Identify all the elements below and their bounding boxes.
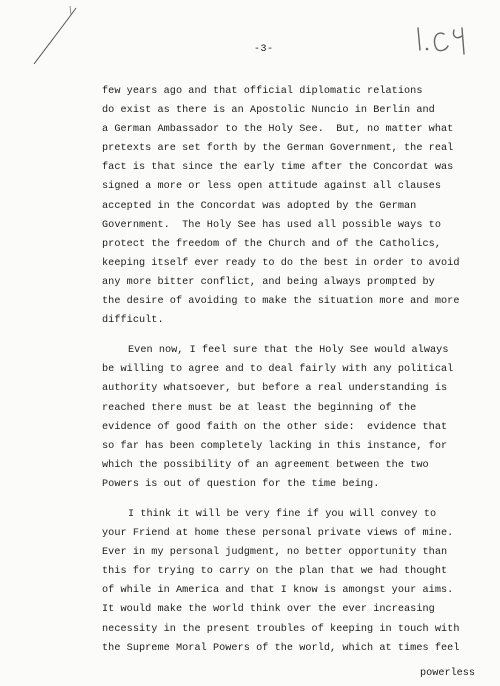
catchword: powerless bbox=[420, 668, 476, 679]
text-line: pretexts are set forth by the German Government, the real bbox=[102, 143, 454, 155]
text-line: do exist as there is an Apostolic Nuncio in Berlin and bbox=[102, 105, 435, 117]
text-line: so far has been completely lacking in this instance, for bbox=[102, 440, 448, 452]
text-line: protect the freedom of the Church and of the Catholics, bbox=[102, 238, 441, 250]
text-line: signed a more or less open attitude against all clauses bbox=[102, 181, 441, 193]
text-line: of while in America and that I know is amongst your aims. bbox=[102, 585, 454, 597]
text-line: Even now, I feel sure that the Holy See would always bbox=[128, 345, 449, 357]
text-line: your Friend at home these personal private views of mine. bbox=[102, 528, 454, 540]
text-line: fact is that since the early time after the Concordat was bbox=[102, 162, 454, 174]
text-line: keeping itself ever ready to do the best in order to avoid bbox=[102, 257, 460, 269]
text-line: the desire of avoiding to make the situation more and more bbox=[102, 296, 460, 308]
page-number: -3- bbox=[254, 44, 274, 55]
text-line: evidence of good faith on the other side: evidence that bbox=[102, 421, 448, 433]
pen-stroke-mark bbox=[30, 6, 78, 66]
paragraph bbox=[102, 341, 482, 494]
text-line: accepted in the Concordat was adopted by the German bbox=[102, 200, 417, 212]
text-line: the Supreme Moral Powers of the world, which at times feel bbox=[102, 642, 460, 654]
text-line: difficult. bbox=[102, 315, 164, 327]
letter-body bbox=[102, 82, 482, 658]
text-line: authority whatsoever, but before a real understanding is bbox=[102, 383, 448, 395]
text-line: few years ago and that official diplomatic relations bbox=[102, 86, 423, 97]
paragraph bbox=[102, 82, 482, 330]
text-line: I think it will be very fine if you will convey to bbox=[128, 508, 437, 520]
text-line: reached there must be at least the beginning of the bbox=[102, 402, 417, 414]
text-line: Powers is out of question for the time being. bbox=[102, 478, 380, 490]
text-line: which the possibility of an agreement between the two bbox=[102, 459, 429, 471]
paragraph bbox=[102, 505, 482, 658]
text-line: this for trying to carry on the plan that we had thought bbox=[102, 566, 448, 578]
text-line: necessity in the present troubles of keeping in touch with bbox=[102, 623, 460, 635]
text-line: Government. The Holy See has used all possible ways to bbox=[102, 219, 441, 231]
text-line: It would make the world think over the ever increasing bbox=[102, 604, 435, 616]
text-line: any more bitter conflict, and being always prompted by bbox=[102, 276, 435, 288]
text-line: a German Ambassador to the Holy See. But, no matter what bbox=[102, 124, 454, 136]
text-line: Ever in my personal judgment, no better opportunity than bbox=[102, 547, 448, 559]
text-line: be willing to agree and to deal fairly with any political bbox=[102, 364, 454, 376]
handwritten-folio-mark bbox=[412, 22, 474, 56]
